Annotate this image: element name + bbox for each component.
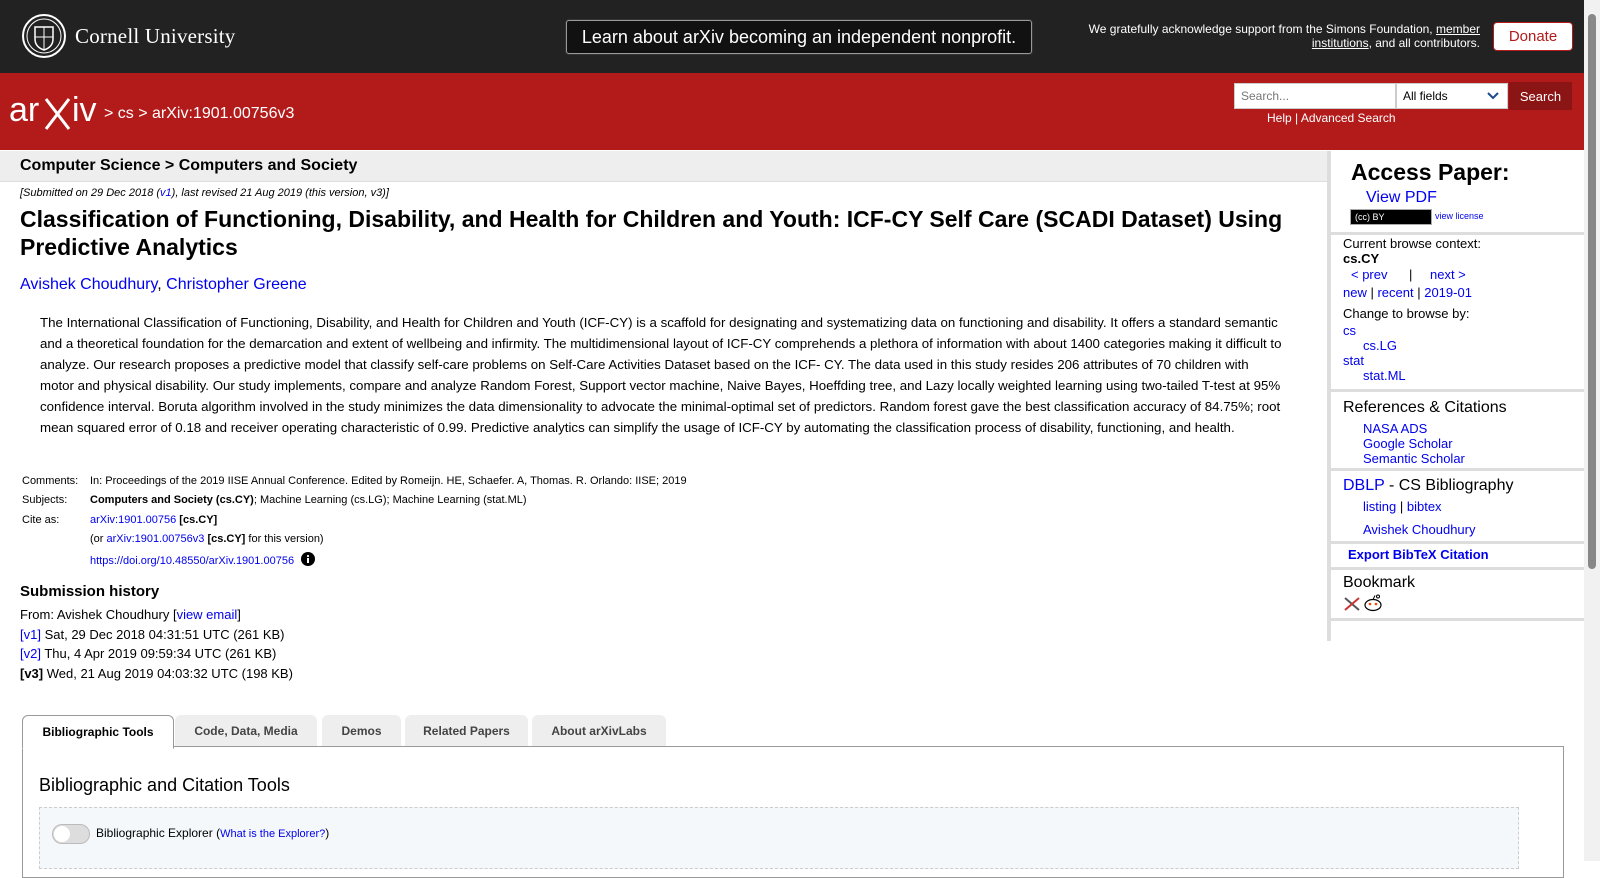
breadcrumb-paper-id: arXiv:1901.00756v3 <box>152 105 295 122</box>
subjects-value: Computers and Society (cs.CY); Machine Learning (cs.LG); Machine Learning (stat.ML) <box>90 494 527 506</box>
tab-panel <box>22 746 1564 878</box>
version-current: [v3] <box>20 665 44 681</box>
change-browse-label: Change to browse by: <box>1343 306 1470 321</box>
new-link[interactable]: new <box>1343 285 1367 300</box>
svg-text:iv: iv <box>72 91 97 129</box>
support-text <box>1060 22 1480 50</box>
context-value: cs.CY <box>1343 251 1380 266</box>
sidebar-divider <box>1331 618 1588 621</box>
cite-value: arXiv:1901.00756 [cs.CY] <box>90 514 218 526</box>
search-field-select[interactable] <box>1396 83 1508 109</box>
help-link[interactable]: Help <box>1267 111 1292 125</box>
sidebar <box>1327 151 1588 641</box>
abstract: The International Classification of Functioning, Disability, and Health for Children and Youth (ICF-CY) is a scaffold for designating and systematizing data on functioning and disability. It offers a standard semantic and a theoretical foundation for the demarcation and extent of wellbeing and infirmity. The multidimensional layout of ICF-CY comprehends a plethora of information with about 1400 categories making it difficult to analyze. Our research proposes a predictive model that classify self-care problems on Self-Care Activities Dataset based on the ICF- CY. The data used in this study resides 206 attributes of 70 children with motor and physical disability. Our study implements, compare and analyze Random Forest, Support vector machine, Naive Bayes, Hoeffding tree, and Lazy locally weighted learning using two-tailed T-test at 95% confidence interval. Boruta algorithm involved in the study minimizes the data dimensionality to advocate the minimal-optimal set of predictors. Random forest gave the best classification accuracy of 84.75%; root mean squared error of 0.18 and receiver operating characteristic of 0.99. Predictive analytics can simplify the usage of ICF-CY by automating the classification process of disability, functioning, and health. <box>40 315 1282 435</box>
sidebar-divider <box>1331 232 1588 235</box>
version-link[interactable]: [v1] <box>20 626 41 642</box>
view-email-link[interactable]: view email <box>176 607 238 622</box>
history-from: From: Avishek Choudhury [view email] <box>20 607 241 622</box>
dblp-links: listing | bibtex <box>1363 499 1442 514</box>
browse-cs-link[interactable]: cs <box>1343 323 1356 338</box>
semantic-scholar-link[interactable]: Semantic Scholar <box>1363 451 1465 466</box>
history-version: [v3] Wed, 21 Aug 2019 04:03:32 UTC (198 KB) <box>20 665 293 681</box>
next-link[interactable]: next > <box>1430 267 1466 282</box>
explorer-toggle[interactable] <box>52 824 90 844</box>
dblp-link[interactable]: DBLP <box>1343 477 1385 494</box>
submission-history <box>20 583 293 683</box>
paper-title: Classification of Functioning, Disability, and Health for Children and Youth: ICF-CY Self Care (SCADI Dataset) Using Predictive Analytics <box>20 206 1283 260</box>
history-title: Submission history <box>20 583 160 600</box>
announcement-button[interactable]: Learn about arXiv becoming an independent nonprofit. <box>566 20 1032 54</box>
tab-code-data-media[interactable]: Code, Data, Media <box>175 715 317 746</box>
author-link[interactable]: Christopher Greene <box>166 276 307 293</box>
top-bar <box>0 0 1584 73</box>
explorer-box <box>39 807 1519 869</box>
cite-version: (or arXiv:1901.00756v3 [cs.CY] for this version) <box>90 533 324 545</box>
dblp-title: DBLP - CS Bibliography <box>1343 477 1514 494</box>
sidebar-divider <box>1331 389 1588 392</box>
nav-separator: | <box>1409 267 1413 282</box>
access-paper-title: Access Paper: <box>1351 159 1510 185</box>
cornell-seal-icon <box>21 13 67 59</box>
v1-link[interactable]: v1 <box>160 187 172 199</box>
context-label: Current browse context: <box>1343 236 1482 251</box>
tab-related-papers[interactable]: Related Papers <box>405 715 528 746</box>
subject-title: Computer Science > Computers and Society <box>20 157 358 174</box>
breadcrumb: > cs > arXiv:1901.00756v3 <box>104 105 295 122</box>
scrollbar-thumb[interactable] <box>1588 14 1596 569</box>
cornell-logo[interactable] <box>21 13 236 59</box>
google-scholar-link[interactable]: Google Scholar <box>1363 436 1453 451</box>
version-link[interactable]: [v2] <box>20 646 41 661</box>
browse-links: new | recent | 2019-01 <box>1343 285 1472 300</box>
comments-value: In: Proceedings of the 2019 IISE Annual Conference. Edited by Romeijn. HE, Schaefer. A, Thomas. R. Orlando: IISE; 2019 <box>90 475 687 487</box>
prev-link[interactable]: < prev <box>1351 267 1388 282</box>
sidebar-divider <box>1331 567 1588 570</box>
reddit-icon[interactable] <box>1363 594 1383 612</box>
explorer-help-link[interactable]: What is the Explorer? <box>220 828 326 840</box>
recent-link[interactable]: recent <box>1377 285 1414 300</box>
bibsonomy-icon[interactable] <box>1343 596 1361 612</box>
bookmark-title: Bookmark <box>1343 574 1416 591</box>
browse-stat-link[interactable]: stat <box>1343 353 1364 368</box>
cite-v3-link[interactable]: arXiv:1901.00756v3 <box>106 533 205 545</box>
export-bibtex-link[interactable]: Export BibTeX Citation <box>1348 547 1489 562</box>
history-version: [v2] Thu, 4 Apr 2019 09:59:34 UTC (261 KB) <box>20 646 277 661</box>
arxiv-logo-text: ar <box>9 91 40 129</box>
comments-label: Comments: <box>22 475 79 487</box>
submission-dateline: [Submitted on 29 Dec 2018 (v1), last revised 21 Aug 2019 (this version, v3)] <box>20 187 389 199</box>
breadcrumb-cs[interactable]: cs <box>117 105 134 122</box>
chevron-down-icon <box>1487 92 1499 100</box>
cite-link[interactable]: arXiv:1901.00756 <box>90 514 177 526</box>
dblp-author-link[interactable]: Avishek Choudhury <box>1363 522 1476 537</box>
listing-link[interactable]: listing <box>1363 499 1397 514</box>
author-link[interactable]: Avishek Choudhury <box>20 276 158 293</box>
nasa-ads-link[interactable]: NASA ADS <box>1363 421 1428 436</box>
tab-about-arxivlabs[interactable]: About arXivLabs <box>532 715 666 746</box>
view-pdf-link[interactable]: View PDF <box>1366 189 1437 206</box>
page-scrollbar[interactable] <box>1584 0 1600 861</box>
doi-link[interactable]: https://doi.org/10.48550/arXiv.1901.00756 <box>90 555 295 567</box>
sidebar-divider <box>1331 541 1588 544</box>
arxiv-logo[interactable] <box>9 91 101 133</box>
search-button[interactable]: Search <box>1509 82 1572 110</box>
subjects-label: Subjects: <box>22 494 68 506</box>
search-links: Help | Advanced Search <box>1267 111 1396 125</box>
refs-title: References & Citations <box>1343 399 1507 416</box>
history-version: [v1] Sat, 29 Dec 2018 04:31:51 UTC (261 KB) <box>20 626 285 642</box>
donate-button[interactable]: Donate <box>1493 22 1573 51</box>
support-prefix: We gratefully acknowledge support from the Simons Foundation, <box>1088 22 1433 36</box>
view-license-link[interactable]: view license <box>1435 211 1484 221</box>
tab-demos[interactable]: Demos <box>322 715 401 746</box>
authors: Avishek Choudhury, Christopher Greene <box>20 276 307 293</box>
search-field-value: All fields <box>1403 89 1448 103</box>
advanced-search-link[interactable]: Advanced Search <box>1300 111 1396 125</box>
bibtex-link[interactable]: bibtex <box>1406 499 1442 514</box>
arxiv-header <box>0 73 1584 150</box>
support-suffix: , and all contributors. <box>1368 36 1480 50</box>
subject-header <box>0 151 1327 182</box>
doi-row <box>90 552 315 567</box>
explorer-label: Bibliographic Explorer (What is the Explorer?) <box>96 826 330 840</box>
member-institutions-link[interactable]: member institutions <box>1311 22 1480 50</box>
cite-label: Cite as: <box>22 514 60 526</box>
sidebar-divider <box>1331 468 1588 471</box>
cc-by-license-icon[interactable]: (cc) BY <box>1350 209 1432 225</box>
tab-bibliographic-tools[interactable]: Bibliographic Tools <box>22 715 174 749</box>
cornell-name: Cornell University <box>75 23 236 48</box>
panel-title: Bibliographic and Citation Tools <box>39 775 290 795</box>
month-link[interactable]: 2019-01 <box>1424 285 1472 300</box>
browse-stat-ml-link[interactable]: stat.ML <box>1363 368 1406 383</box>
search-input[interactable]: Search... <box>1234 83 1396 109</box>
info-icon[interactable] <box>301 552 315 566</box>
browse-cs-lg-link[interactable]: cs.LG <box>1363 338 1397 353</box>
